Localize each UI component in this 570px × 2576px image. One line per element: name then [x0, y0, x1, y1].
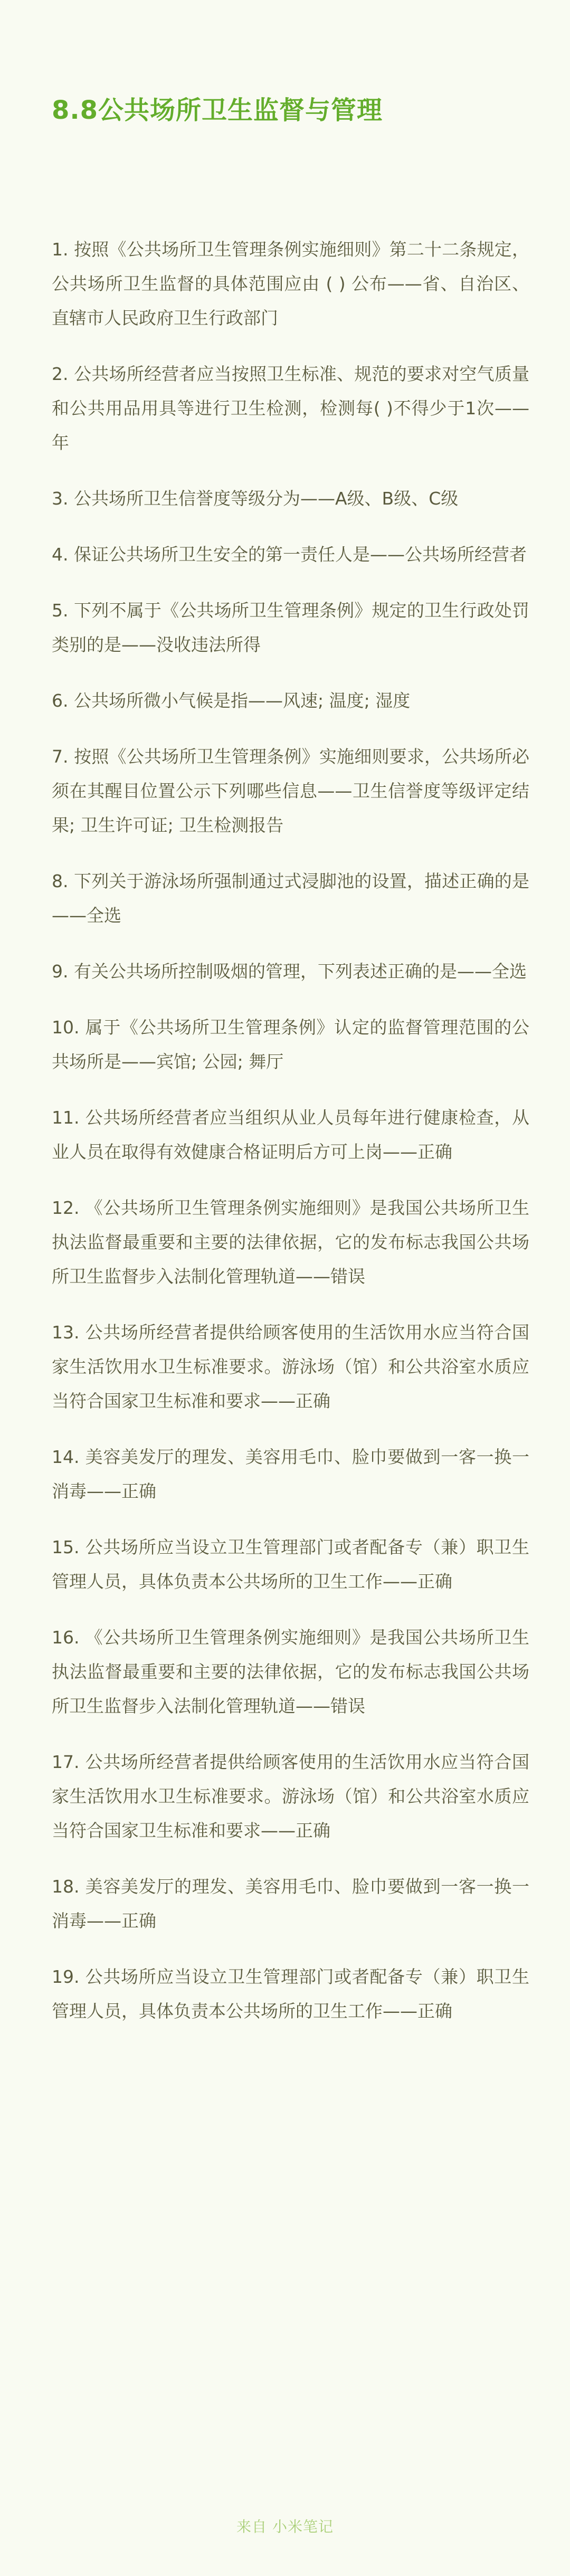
list-item: 17. 公共场所经营者提供给顾客使用的生活饮用水应当符合国家生活饮用水卫生标准要求。游泳场（馆）和公共浴室水质应当符合国家卫生标准和要求——正确 — [52, 1752, 529, 1841]
list-item: 15. 公共场所应当设立卫生管理部门或者配备专（兼）职卫生管理人员，具体负责本公共场所的卫生工作——正确 — [52, 1537, 529, 1592]
note-content — [52, 232, 529, 2050]
note-title: 8.8公共场所卫生监督与管理 — [52, 96, 383, 125]
list-item: 4. 保证公共场所卫生安全的第一责任人是——公共场所经营者 — [52, 544, 527, 565]
source-footer: 来自 小米笔记 — [236, 2518, 334, 2535]
list-item: 6. 公共场所微小气候是指——风速; 温度; 湿度 — [52, 690, 411, 711]
list-item: 16. 《公共场所卫生管理条例实施细则》是我国公共场所卫生执法监督最重要和主要的法律依据，它的发布标志我国公共场所卫生监督步入法制化管理轨道——错误 — [52, 1627, 529, 1716]
list-item: 9. 有关公共场所控制吸烟的管理，下列表述正确的是——全选 — [52, 961, 527, 982]
list-item: 11. 公共场所经营者应当组织从业人员每年进行健康检查，从业人员在取得有效健康合格证明后方可上岗——正确 — [52, 1107, 529, 1162]
list-item: 5. 下列不属于《公共场所卫生管理条例》规定的卫生行政处罚类别的是——没收违法所得 — [52, 600, 529, 655]
list-item: 8. 下列关于游泳场所强制通过式浸脚池的设置，描述正确的是——全选 — [52, 871, 529, 926]
list-item: 12. 《公共场所卫生管理条例实施细则》是我国公共场所卫生执法监督最重要和主要的法律依据，它的发布标志我国公共场所卫生监督步入法制化管理轨道——错误 — [52, 1197, 529, 1287]
list-item: 7. 按照《公共场所卫生管理条例》实施细则要求，公共场所必须在其醒目位置公示下列哪些信息——卫生信誉度等级评定结果; 卫生许可证; 卫生检测报告 — [52, 746, 529, 835]
list-item: 14. 美容美发厅的理发、美容用毛巾、脸巾要做到一客一换一消毒——正确 — [52, 1447, 529, 1501]
list-item: 13. 公共场所经营者提供给顾客使用的生活饮用水应当符合国家生活饮用水卫生标准要求。游泳场（馆）和公共浴室水质应当符合国家卫生标准和要求——正确 — [52, 1322, 529, 1411]
list-item: 3. 公共场所卫生信誉度等级分为——A级、B级、C级 — [52, 488, 459, 509]
list-item: 19. 公共场所应当设立卫生管理部门或者配备专（兼）职卫生管理人员，具体负责本公共场所的卫生工作——正确 — [52, 1966, 529, 2021]
list-item: 2. 公共场所经营者应当按照卫生标准、规范的要求对空气质量和公共用品用具等进行卫生检测，检测每( )不得少于1次——年 — [52, 364, 530, 453]
list-item: 1. 按照《公共场所卫生管理条例实施细则》第二十二条规定，公共场所卫生监督的具体范围应由 ( ) 公布——省、自治区、直辖市人民政府卫生行政部门 — [52, 239, 529, 328]
list-item: 18. 美容美发厅的理发、美容用毛巾、脸巾要做到一客一换一消毒——正确 — [52, 1876, 529, 1931]
list-item: 10. 属于《公共场所卫生管理条例》认定的监督管理范围的公共场所是——宾馆; 公园; 舞厅 — [52, 1017, 529, 1072]
